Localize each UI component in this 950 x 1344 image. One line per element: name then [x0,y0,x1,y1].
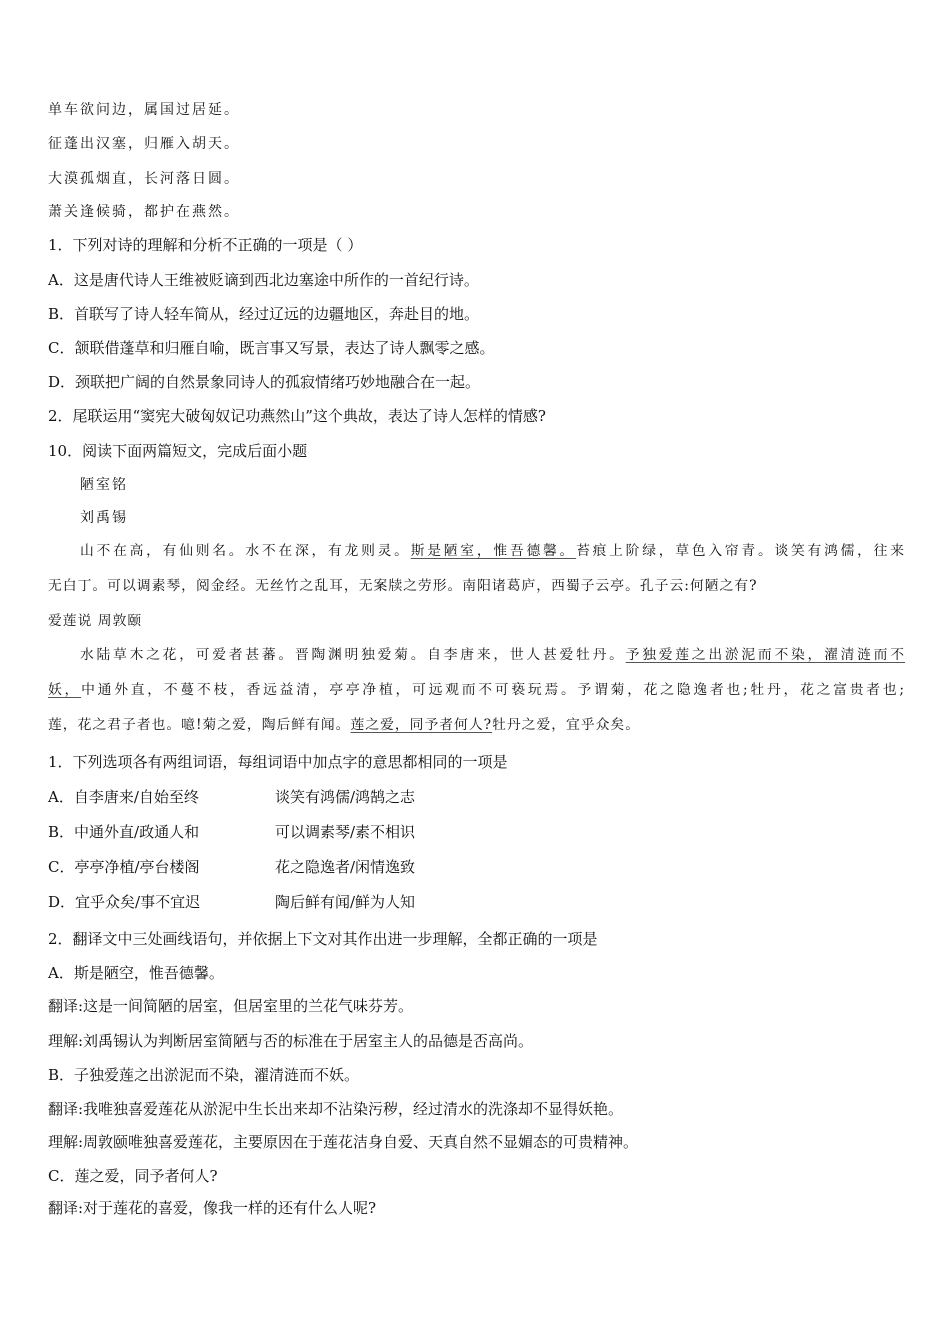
sub-question-2-line: 翻译:这是一间简陋的居室，但居室里的兰花气味芬芳。 [48,997,414,1015]
text2-para-line [48,715,640,735]
question-2: 2．尾联运用“窦宪大破匈奴记功燕然山”这个典故，表达了诗人怎样的情感? [48,407,546,425]
poem-line: 征蓬出汉塞，归雁入胡天。 [48,136,240,152]
question-1-stem: 1．下列对诗的理解和分析不正确的一项是（ ） [48,236,363,254]
poem-line: 大漠孤烟直，长河落日圆。 [48,171,240,187]
underlined-sentence: 妖， [48,682,82,698]
text: 牡丹之爱，宜乎众矣。 [492,717,641,733]
sub-question-2-line: 理解:刘禹锡认为判断居室简陋与否的标准在于居室主人的品德是否高尚。 [48,1032,534,1050]
text: 水陆草木之花，可爱者甚蕃。晋陶渊明独爱菊。自李唐来，世人甚爱牡丹。 [80,647,626,663]
question-1-option: A．这是唐代诗人王维被贬谪到西北边塞途中所作的一首纪行诗。 [48,271,479,289]
sub-question-2-line: 翻译:我唯独喜爱莲花从淤泥中生长出来却不沾染污秽，经过清水的洗涤却不显得妖艳。 [48,1100,624,1118]
underlined-sentence: 予独爱莲之出淤泥而不染，濯清涟而不 [625,647,906,663]
text: 中通外直，不蔓不枝，香远益清，亭亭净植，可远观而不可亵玩焉。予谓菊，花之隐逸者也;牡丹，花之富贵者也; [81,682,906,698]
text1-para-line [48,541,905,561]
option-left: D．宜乎众矣/事不宜迟 [48,893,201,911]
underlined-sentence: 斯是陋室，惟吾德馨。 [410,543,577,559]
sub-question-1-stem: 1．下列选项各有两组词语，每组词语中加点字的意思都相同的一项是 [48,753,508,771]
option-right: 可以调素琴/素不相识 [275,823,416,841]
question-1-option: C．颔联借蓬草和归雁自喻，既言事又写景，表达了诗人飘零之感。 [48,339,495,357]
option-right: 谈笑有鸿儒/鸿鹄之志 [275,788,416,806]
sub-question-2-line: C．莲之爱，同予者何人? [48,1167,218,1185]
text1-author: 刘禹锡 [80,510,128,526]
text2-para-line [48,645,905,665]
text: 山不在高，有仙则名。水不在深，有龙则灵。 [80,543,411,559]
poem-line: 单车欲问边，属国过居延。 [48,102,240,118]
sub-question-1-option [48,787,416,807]
text: 苔痕上阶绿，草色入帘青。谈笑有鸿儒，往来 [576,543,906,559]
text2-para-line [48,680,905,700]
option-left: B．中通外直/政通人和 [48,823,200,841]
option-left: C．亭亭净植/亭台楼阁 [48,858,200,876]
text: 莲，花之君子者也。噫!菊之爱，陶后鲜有闻。 [48,717,351,733]
question-1-option: B．首联写了诗人轻车简从，经过辽远的边疆地区，奔赴目的地。 [48,305,480,323]
underlined-sentence: 莲之爱，同予者何人? [350,717,493,733]
sub-question-2-line: 翻译:对于莲花的喜爱，像我一样的还有什么人呢? [48,1199,377,1217]
sub-question-1-option [48,857,416,877]
question-1-option: D．颈联把广阔的自然景象同诗人的孤寂情绪巧妙地融合在一起。 [48,373,481,391]
sub-question-2-line: 理解:周敦颐唯独喜爱莲花，主要原因在于莲花洁身自爱、天真自然不显媚态的可贵精神。 [48,1133,639,1151]
sub-question-1-option [48,892,416,912]
sub-question-2-line: A．斯是陋空，惟吾德馨。 [48,964,224,982]
text1-para-line: 无白丁。可以调素琴，阅金经。无丝竹之乱耳，无案牍之劳形。南阳诸葛庐，西蜀子云亭。孔子云:何陋之有? [48,578,758,594]
text2-title: 爱莲说 周敦颐 [48,613,143,629]
option-right: 陶后鲜有闻/鲜为人知 [275,893,416,911]
question-10: 10．阅读下面两篇短文，完成后面小题 [48,442,308,460]
sub-question-1-option [48,822,416,842]
poem-line: 萧关逢候骑，都护在燕然。 [48,204,240,220]
option-left: A．自李唐来/自始至终 [48,788,199,806]
sub-question-2-line: B．子独爱莲之出淤泥而不染，濯清涟而不妖。 [48,1066,360,1084]
option-right: 花之隐逸者/闲情逸致 [275,858,416,876]
text1-title: 陋室铭 [80,477,128,493]
sub-question-2-stem: 2．翻译文中三处画线语句，并依据上下文对其作出进一步理解，全都正确的一项是 [48,930,598,948]
